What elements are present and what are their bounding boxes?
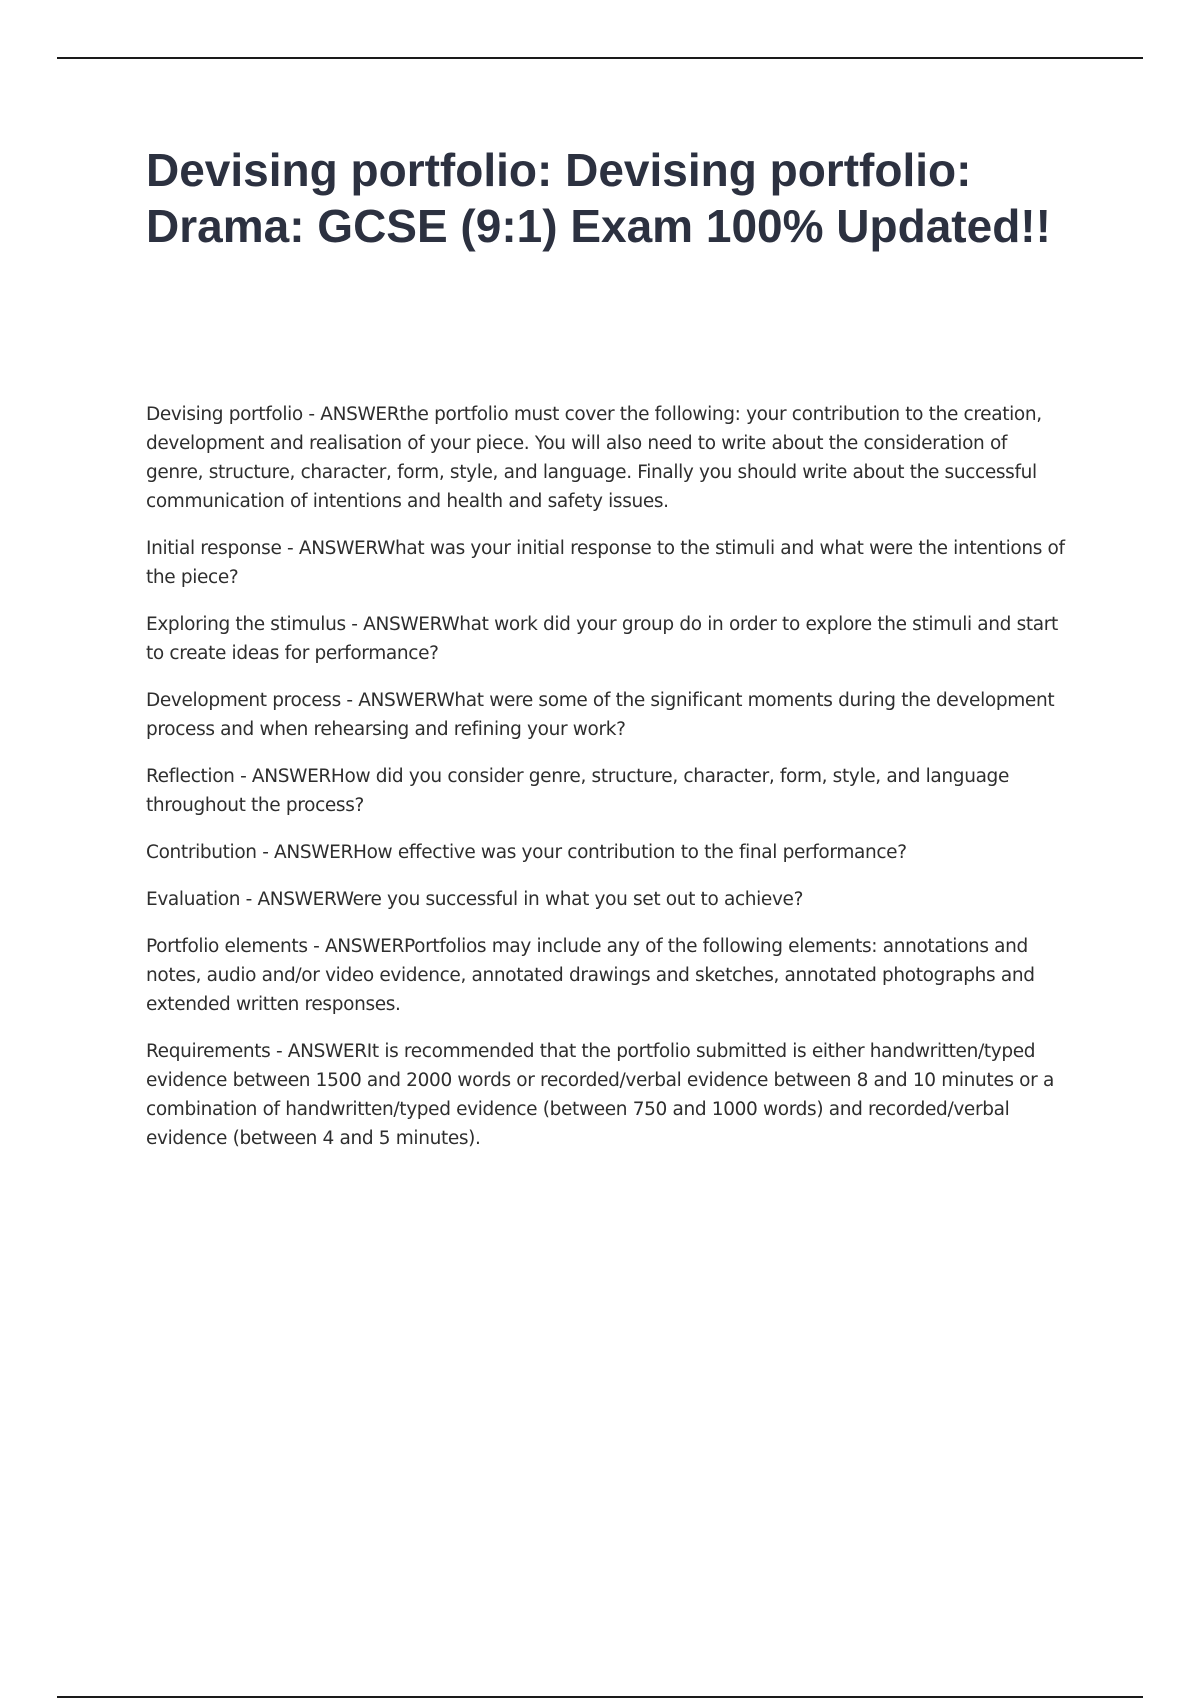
qa-entry-initial-response: Initial response - ANSWERWhat was your initial response to the stimuli and what were the intentions of the piece? xyxy=(146,538,1065,588)
qa-entry-portfolio-elements: Portfolio elements - ANSWERPortfolios may include any of the following elements: annotations and notes, audio and/or video evidence, annotated drawings and sketches, annotated photographs and extended written responses. xyxy=(146,936,1035,1015)
qa-entry-evaluation: Evaluation - ANSWERWere you successful in what you set out to achieve? xyxy=(146,889,804,910)
qa-entry-devising-portfolio: Devising portfolio - ANSWERthe portfolio must cover the following: your contribution to the creation, development and realisation of your piece. You will also need to write about the consideration of genre, structure, character, form, style, and language. Finally you should write about the successful communication of intentions and health and safety issues. xyxy=(146,404,1042,512)
page-title: Devising portfolio: Devising portfolio: Drama: GCSE (9:1) Exam 100% Updated!! xyxy=(146,144,1051,252)
qa-entry-reflection: Reflection - ANSWERHow did you consider genre, structure, character, form, style, and language throughout the process? xyxy=(146,766,1009,816)
qa-entry-requirements: Requirements - ANSWERIt is recommended that the portfolio submitted is either handwritten/typed evidence between 1500 and 2000 words or recorded/verbal evidence between 8 and 10 minutes or a combination of handwritten/typed evidence (between 750 and 1000 words) and recorded/verbal evidence (between 4 and 5 minutes). xyxy=(146,1041,1054,1149)
qa-entry-contribution: Contribution - ANSWERHow effective was your contribution to the final performance? xyxy=(146,842,907,863)
qa-list xyxy=(146,400,1066,1171)
qa-entry-exploring-stimulus: Exploring the stimulus - ANSWERWhat work did your group do in order to explore the stimuli and start to create ideas for performance? xyxy=(146,614,1058,664)
footer-rule xyxy=(57,1696,1143,1698)
qa-entry-development-process: Development process - ANSWERWhat were some of the significant moments during the development process and when rehearsing and refining your work? xyxy=(146,690,1055,740)
header-rule xyxy=(57,57,1143,59)
